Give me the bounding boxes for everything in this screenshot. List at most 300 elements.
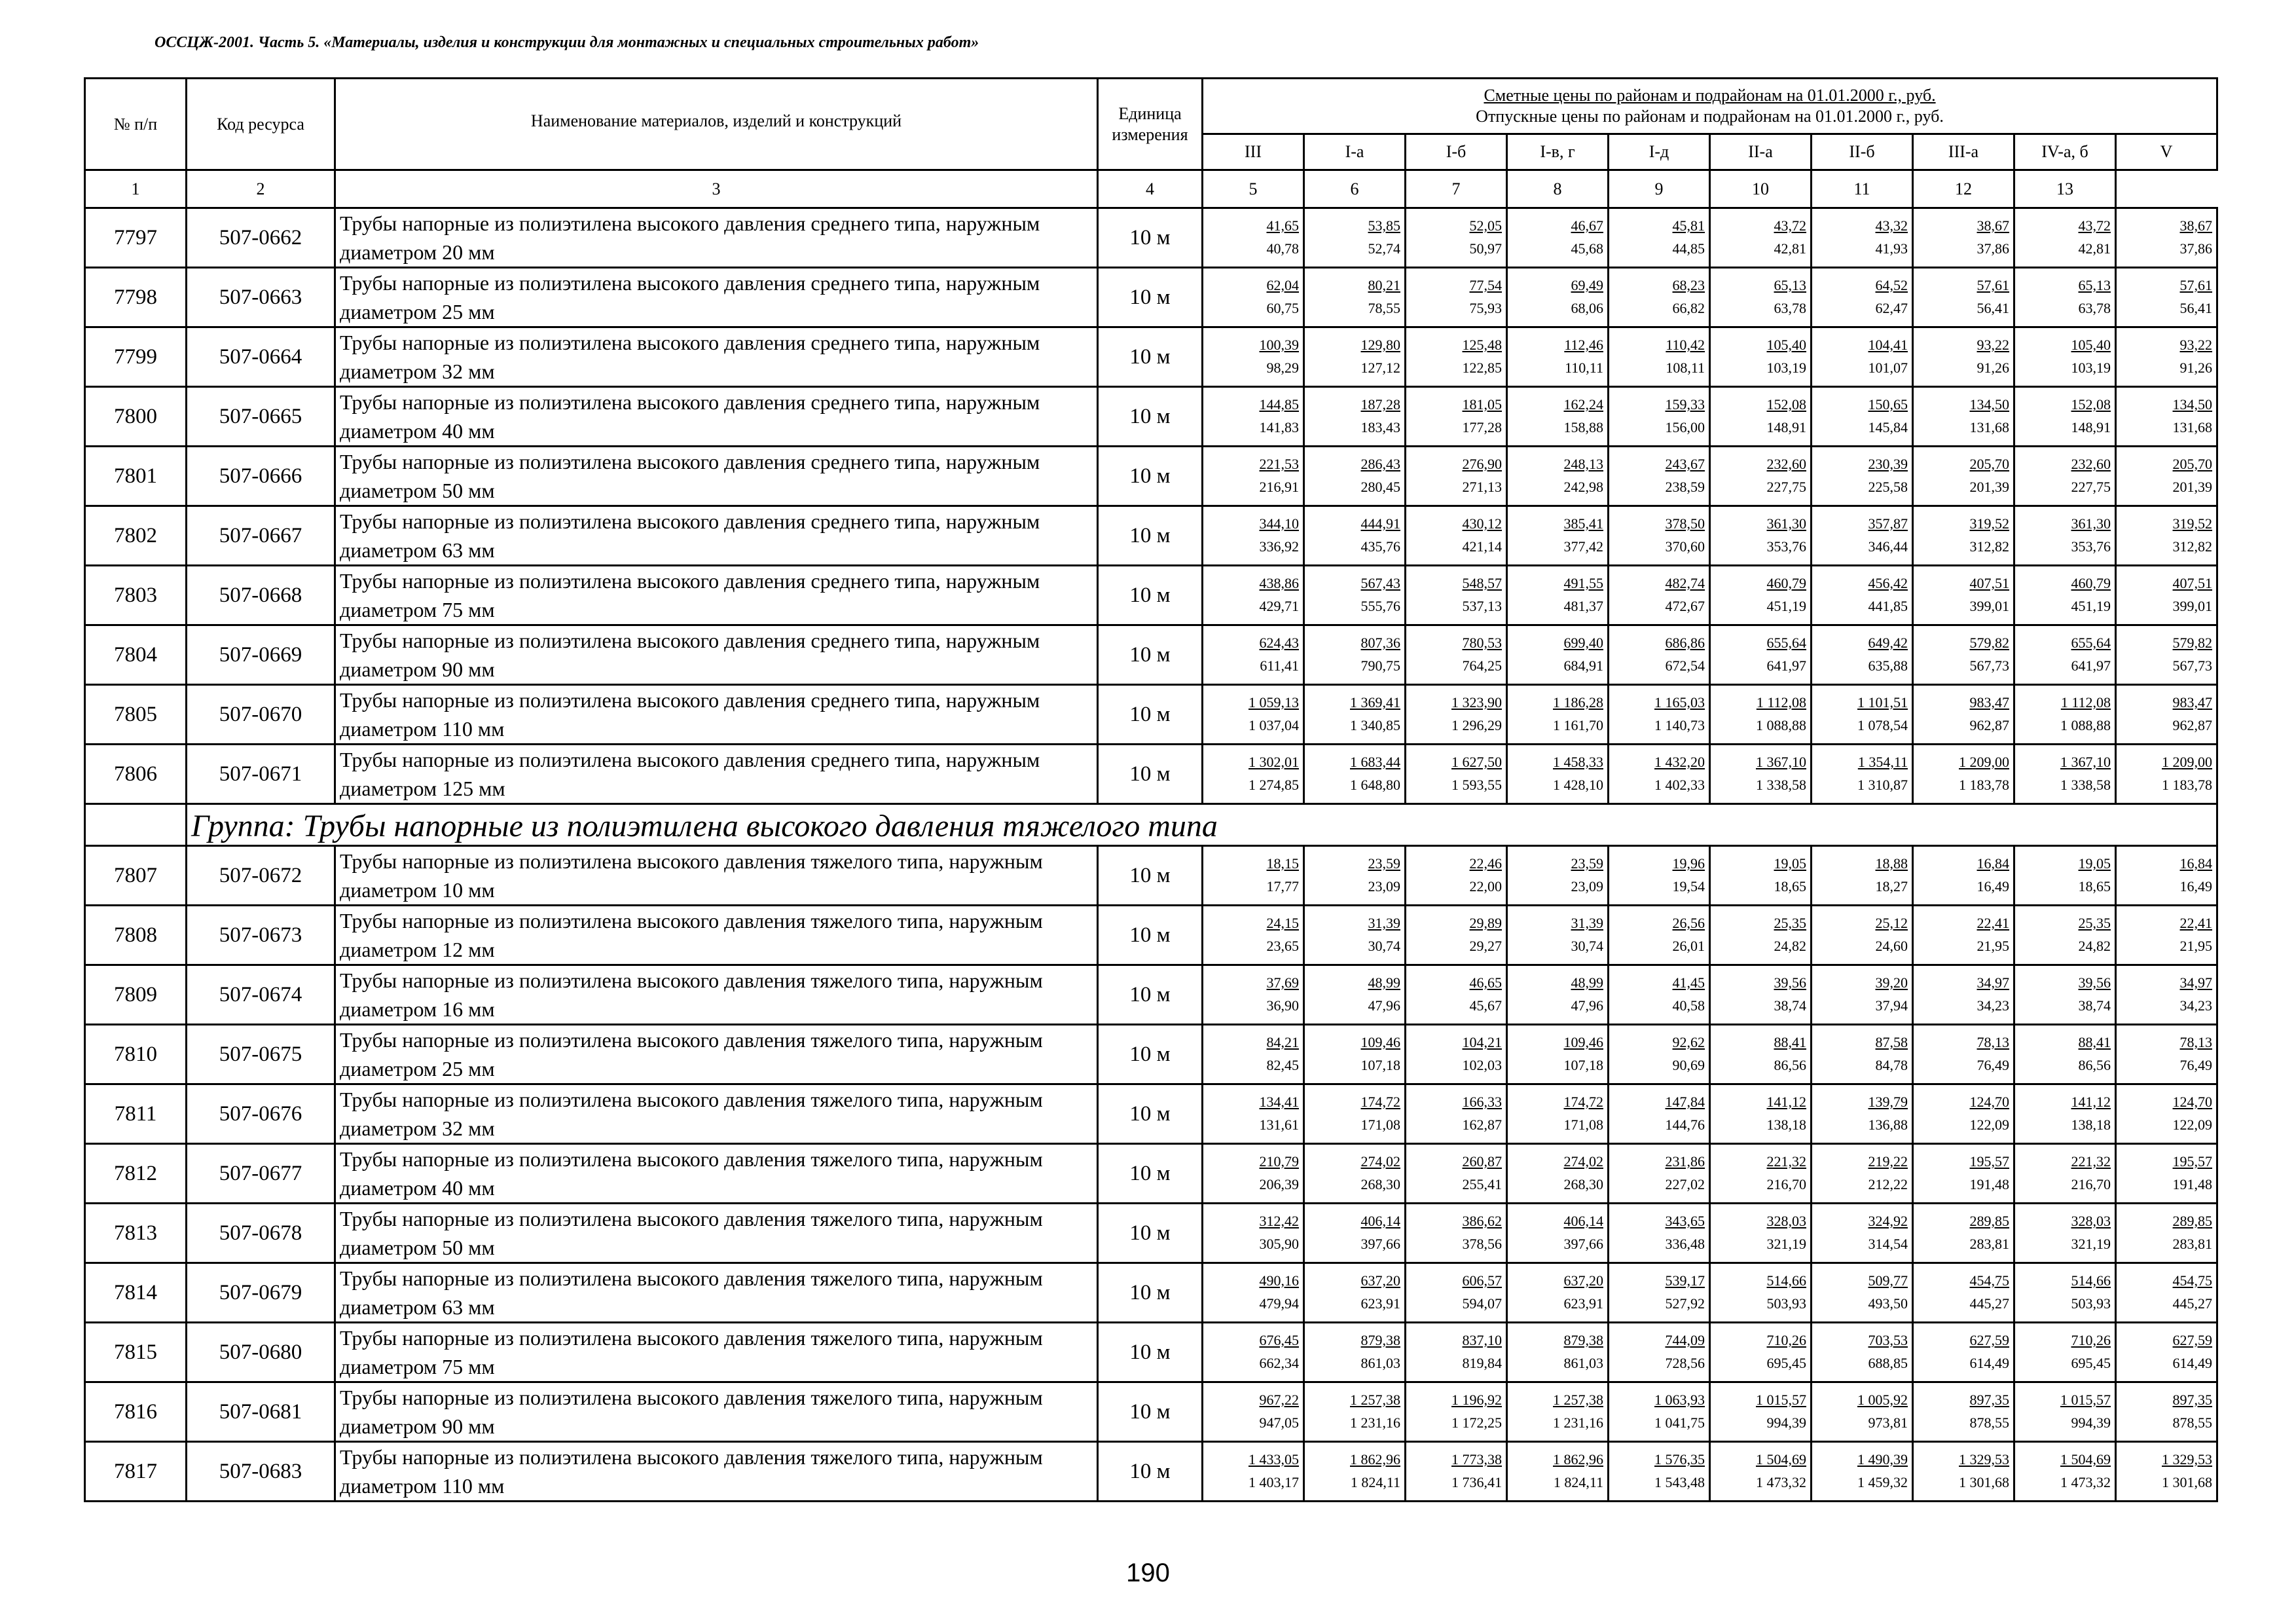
estimate-price [1508, 692, 1603, 714]
row-number: 7798 [85, 268, 187, 327]
row-number: 7808 [85, 906, 187, 965]
release-price: 45,68 [1571, 240, 1603, 257]
resource-code: 507-0669 [187, 625, 335, 685]
price-cell [1812, 906, 1913, 965]
estimate-price-value: 627,59 [1969, 1332, 2009, 1348]
release-price: 56,41 [1977, 300, 2009, 316]
column-number: 6 [1304, 170, 1406, 208]
table-row [85, 268, 2217, 327]
release-price: 238,59 [1665, 479, 1705, 495]
estimate-price-value: 93,22 [2179, 337, 2213, 353]
release-price: 378,56 [1462, 1236, 1502, 1252]
estimate-price-value: 39,20 [1875, 974, 1908, 991]
estimate-price-value: 41,45 [1672, 974, 1705, 991]
table-row [85, 1084, 2217, 1144]
estimate-price-value: 221,32 [1766, 1153, 1806, 1170]
estimate-price [1609, 1210, 1705, 1232]
price-cell [1913, 1144, 2014, 1204]
release-price: 82,45 [1266, 1057, 1299, 1073]
table-row [85, 685, 2217, 745]
price-cell [2014, 906, 2116, 965]
release-price: 108,11 [1666, 360, 1705, 376]
price-cell [2014, 1323, 2116, 1382]
material-name: Трубы напорные из полиэтилена высокого давления среднего типа, наружным диаметром 63 мм [335, 506, 1098, 566]
price-cell [1304, 965, 1406, 1025]
estimate-price-value: 16,84 [2179, 855, 2213, 872]
release-price: 1 301,68 [1959, 1474, 2009, 1490]
price-cell [1304, 447, 1406, 506]
release-price: 63,78 [1774, 300, 1806, 316]
price-cell [1609, 566, 1710, 625]
price-cell [1812, 1084, 1913, 1144]
release-price: 1 088,88 [1756, 717, 1806, 733]
unit-cell: 10 м [1098, 1382, 1203, 1442]
price-cell [1812, 1382, 1913, 1442]
row-number: 7800 [85, 387, 187, 447]
estimate-price-value: 43,72 [2078, 217, 2111, 234]
row-number: 7813 [85, 1204, 187, 1263]
estimate-price-value: 24,15 [1266, 915, 1299, 931]
price-cell [1406, 566, 1507, 625]
header-code: Код ресурса [187, 79, 335, 170]
table-row [85, 1025, 2217, 1084]
price-cell [1304, 566, 1406, 625]
estimate-price-value: 46,67 [1571, 217, 1603, 234]
material-name: Трубы напорные из полиэтилена высокого давления среднего типа, наружным диаметром 40 мм [335, 387, 1098, 447]
price-cell [1304, 1144, 1406, 1204]
estimate-price [1508, 215, 1603, 237]
estimate-price-value: 230,39 [1868, 456, 1908, 472]
release-price: 122,09 [1969, 1116, 2009, 1133]
estimate-price-value: 41,65 [1266, 217, 1299, 234]
estimate-price [1812, 572, 1908, 595]
estimate-price-value: 897,35 [1969, 1392, 2009, 1408]
estimate-price [1305, 1091, 1400, 1113]
estimate-price-value: 837,10 [1462, 1332, 1502, 1348]
estimate-price [1812, 632, 1908, 654]
estimate-price [1406, 453, 1502, 475]
estimate-price-value: 231,86 [1665, 1153, 1705, 1170]
estimate-price-value: 25,35 [2078, 915, 2111, 931]
estimate-price-value: 454,75 [2172, 1272, 2213, 1289]
estimate-price-value: 328,03 [1766, 1213, 1806, 1229]
estimate-price [1609, 632, 1705, 654]
release-price: 421,14 [1462, 538, 1502, 555]
estimate-price [1406, 513, 1502, 535]
price-cell [1203, 745, 1304, 804]
estimate-price [1203, 572, 1299, 595]
price-cell [2014, 1084, 2116, 1144]
estimate-price-value: 18,88 [1875, 855, 1908, 872]
region-header: II-а [1710, 134, 1812, 170]
release-price: 321,19 [1766, 1236, 1806, 1252]
document-title: ОССЦЖ-2001. Часть 5. «Материалы, изделия и конструкции для монтажных и специальных строительных работ» [155, 34, 979, 51]
price-cell [1507, 1442, 1609, 1502]
release-price: 377,42 [1563, 538, 1603, 555]
estimate-price [1203, 274, 1299, 297]
estimate-price [2015, 751, 2111, 773]
material-name: Трубы напорные из полиэтилена высокого давления тяжелого типа, наружным диаметром 10 мм [335, 846, 1098, 906]
release-price: 216,70 [1766, 1176, 1806, 1192]
estimate-price [2015, 1031, 2111, 1054]
estimate-price [1609, 1151, 1705, 1173]
release-price: 91,26 [1977, 360, 2009, 376]
release-price: 962,87 [1969, 717, 2009, 733]
unit-cell: 10 м [1098, 1025, 1203, 1084]
price-cell [2116, 327, 2217, 387]
release-price: 555,76 [1360, 598, 1400, 614]
estimate-price [1203, 1210, 1299, 1232]
price-cell [2116, 1323, 2217, 1382]
release-price: 1 593,55 [1451, 777, 1502, 793]
price-cell [1203, 685, 1304, 745]
price-cell [1913, 268, 2014, 327]
estimate-price-value: 221,53 [1259, 456, 1299, 472]
price-cell [2014, 566, 2116, 625]
release-price: 1 310,87 [1857, 777, 1908, 793]
price-cell [1609, 625, 1710, 685]
unit-cell: 10 м [1098, 268, 1203, 327]
release-price: 18,65 [2078, 878, 2111, 895]
estimate-price [1305, 1031, 1400, 1054]
price-cell [1812, 846, 1913, 906]
estimate-price-value: 22,41 [2179, 915, 2213, 931]
release-price: 41,93 [1875, 240, 1908, 257]
estimate-price-value: 579,82 [2172, 635, 2213, 651]
material-name: Трубы напорные из полиэтилена высокого давления тяжелого типа, наружным диаметром 110 мм [335, 1442, 1098, 1502]
release-price: 614,49 [2172, 1355, 2213, 1371]
estimate-price [1406, 334, 1502, 356]
estimate-price-value: 205,70 [1969, 456, 2009, 472]
price-cell [1812, 685, 1913, 745]
material-name: Трубы напорные из полиэтилена высокого давления среднего типа, наружным диаметром 90 мм [335, 625, 1098, 685]
release-price: 861,03 [1360, 1355, 1400, 1371]
release-price: 283,81 [1969, 1236, 2009, 1252]
estimate-price [2015, 1329, 2111, 1352]
release-price: 144,76 [1665, 1116, 1705, 1133]
row-number: 7809 [85, 965, 187, 1025]
price-cell [1812, 327, 1913, 387]
estimate-price [1406, 572, 1502, 595]
group-title: Группа: Трубы напорные из полиэтилена высокого давления тяжелого типа [187, 804, 2217, 846]
estimate-price [1609, 513, 1705, 535]
estimate-price [2117, 1449, 2212, 1471]
release-price: 37,86 [1977, 240, 2009, 257]
estimate-price-value: 676,45 [1259, 1332, 1299, 1348]
release-price: 98,29 [1266, 360, 1299, 376]
row-number: 7810 [85, 1025, 187, 1084]
release-price: 451,19 [2071, 598, 2111, 614]
estimate-price [1812, 1091, 1908, 1113]
release-price: 68,06 [1571, 300, 1603, 316]
estimate-price [1711, 274, 1806, 297]
estimate-price [1508, 1270, 1603, 1292]
estimate-price-value: 1 504,69 [1756, 1451, 1806, 1467]
estimate-price-value: 124,70 [1969, 1094, 2009, 1110]
estimate-price-value: 25,12 [1875, 915, 1908, 931]
release-price: 50,97 [1469, 240, 1502, 257]
estimate-price-value: 19,96 [1672, 855, 1705, 872]
release-price: 242,98 [1563, 479, 1603, 495]
estimate-price [1406, 751, 1502, 773]
price-cell [1304, 208, 1406, 268]
release-price: 45,67 [1469, 997, 1502, 1014]
estimate-price [1812, 912, 1908, 934]
column-number: 5 [1203, 170, 1304, 208]
release-price: 728,56 [1665, 1355, 1705, 1371]
release-price: 29,27 [1469, 938, 1502, 954]
release-price: 60,75 [1266, 300, 1299, 316]
estimate-price-value: 162,24 [1563, 396, 1603, 413]
release-price: 1 037,04 [1248, 717, 1299, 733]
header-unit: Единица измерения [1098, 79, 1203, 170]
estimate-price [1914, 1389, 2009, 1411]
estimate-price [1305, 1270, 1400, 1292]
resource-code: 507-0681 [187, 1382, 335, 1442]
estimate-price-value: 430,12 [1462, 515, 1502, 532]
table-row [85, 745, 2217, 804]
release-price: 336,92 [1259, 538, 1299, 555]
table-row [85, 1204, 2217, 1263]
estimate-price [1711, 751, 1806, 773]
estimate-price [1406, 1449, 1502, 1471]
release-price: 305,90 [1259, 1236, 1299, 1252]
price-cell [2014, 208, 2116, 268]
price-cell [1203, 506, 1304, 566]
release-price: 107,18 [1360, 1057, 1400, 1073]
price-cell [1203, 327, 1304, 387]
release-price: 503,93 [1766, 1295, 1806, 1312]
price-cell [2014, 1025, 2116, 1084]
estimate-price-value: 1 627,50 [1451, 754, 1502, 770]
price-cell [1609, 1263, 1710, 1323]
price-cell [1609, 745, 1710, 804]
estimate-price-value: 39,56 [1774, 974, 1806, 991]
estimate-price-value: 57,61 [2179, 277, 2213, 293]
release-price: 78,55 [1368, 300, 1400, 316]
estimate-price [1711, 453, 1806, 475]
estimate-price [1914, 394, 2009, 416]
estimate-price-value: 100,39 [1259, 337, 1299, 353]
estimate-price [2117, 453, 2212, 475]
column-number: 10 [1710, 170, 1812, 208]
estimate-price [1305, 632, 1400, 654]
table-row [85, 208, 2217, 268]
table-row [85, 327, 2217, 387]
price-cell [1406, 268, 1507, 327]
price-cell [1507, 846, 1609, 906]
estimate-price-value: 34,97 [2179, 974, 2213, 991]
estimate-price-value: 38,67 [2179, 217, 2213, 234]
release-price: 37,86 [2179, 240, 2213, 257]
estimate-price-value: 1 432,20 [1654, 754, 1705, 770]
estimate-price-value: 195,57 [2172, 1153, 2213, 1170]
price-cell [2116, 1204, 2217, 1263]
unit-cell: 10 м [1098, 1084, 1203, 1144]
estimate-price [1914, 453, 2009, 475]
release-price: 1 338,58 [2060, 777, 2111, 793]
estimate-price-value: 1 683,44 [1350, 754, 1400, 770]
estimate-price-value: 1 773,38 [1451, 1451, 1502, 1467]
row-number: 7812 [85, 1144, 187, 1204]
price-cell [1304, 745, 1406, 804]
estimate-price [2015, 853, 2111, 875]
release-price: 227,02 [1665, 1176, 1705, 1192]
estimate-price [1711, 692, 1806, 714]
estimate-price [1609, 572, 1705, 595]
price-cell [1609, 965, 1710, 1025]
estimate-price [1305, 572, 1400, 595]
estimate-price [1508, 453, 1603, 475]
row-number: 7801 [85, 447, 187, 506]
estimate-price-value: 232,60 [1766, 456, 1806, 472]
estimate-price [1812, 1270, 1908, 1292]
estimate-price-value: 1 005,92 [1857, 1392, 1908, 1408]
estimate-price [1711, 912, 1806, 934]
table-row [85, 1382, 2217, 1442]
estimate-price-value: 147,84 [1665, 1094, 1705, 1110]
estimate-price [1711, 513, 1806, 535]
resource-code: 507-0668 [187, 566, 335, 625]
release-price: 66,82 [1672, 300, 1705, 316]
price-cell [1507, 1084, 1609, 1144]
table-row [85, 1263, 2217, 1323]
price-cell [1913, 1382, 2014, 1442]
estimate-price-value: 289,85 [2172, 1213, 2213, 1229]
estimate-price-value: 110,42 [1666, 337, 1705, 353]
estimate-price [1305, 1151, 1400, 1173]
estimate-price-value: 357,87 [1868, 515, 1908, 532]
header-prices-release: Отпускные цены по районам и подрайонам на 01.01.2000 г., руб. [1476, 107, 1944, 126]
estimate-price-value: 1 059,13 [1248, 694, 1299, 710]
estimate-price [1812, 453, 1908, 475]
price-cell [1812, 566, 1913, 625]
estimate-price-value: 703,53 [1868, 1332, 1908, 1348]
column-number: 4 [1098, 170, 1203, 208]
estimate-price-value: 88,41 [1774, 1034, 1806, 1050]
estimate-price [1609, 334, 1705, 356]
release-price: 225,58 [1868, 479, 1908, 495]
estimate-price-value: 174,72 [1563, 1094, 1603, 1110]
release-price: 30,74 [1368, 938, 1400, 954]
price-cell [1507, 685, 1609, 745]
estimate-price [1508, 912, 1603, 934]
estimate-price [1609, 1449, 1705, 1471]
release-price: 1 078,54 [1857, 717, 1908, 733]
estimate-price [1305, 1329, 1400, 1352]
release-price: 26,01 [1672, 938, 1705, 954]
estimate-price [1406, 972, 1502, 994]
price-cell [2014, 327, 2116, 387]
price-cell [1913, 447, 2014, 506]
estimate-price [1609, 1031, 1705, 1054]
estimate-price [1812, 1210, 1908, 1232]
estimate-price-value: 150,65 [1868, 396, 1908, 413]
estimate-price-value: 655,64 [1766, 635, 1806, 651]
estimate-price-value: 46,65 [1469, 974, 1502, 991]
estimate-price-value: 39,56 [2078, 974, 2111, 991]
release-price: 1 140,73 [1654, 717, 1705, 733]
price-cell [1812, 447, 1913, 506]
estimate-price-value: 548,57 [1462, 575, 1502, 591]
estimate-price [1711, 394, 1806, 416]
estimate-price-value: 1 063,93 [1654, 1392, 1705, 1408]
estimate-price-value: 460,79 [2071, 575, 2111, 591]
estimate-price [1305, 274, 1400, 297]
estimate-price [2015, 274, 2111, 297]
estimate-price-value: 1 490,39 [1857, 1451, 1908, 1467]
estimate-price-value: 460,79 [1766, 575, 1806, 591]
estimate-price [1406, 692, 1502, 714]
price-cell [1406, 965, 1507, 1025]
release-price: 878,55 [2172, 1414, 2213, 1431]
estimate-price [1609, 1329, 1705, 1352]
estimate-price [1203, 632, 1299, 654]
release-price: 1 736,41 [1451, 1474, 1502, 1490]
price-cell [2116, 745, 2217, 804]
estimate-price [1609, 751, 1705, 773]
estimate-price-value: 1 354,11 [1857, 754, 1908, 770]
estimate-price [1406, 215, 1502, 237]
release-price: 16,49 [2179, 878, 2213, 895]
price-cell [2116, 447, 2217, 506]
estimate-price [1812, 215, 1908, 237]
estimate-price [1812, 334, 1908, 356]
release-price: 861,03 [1563, 1355, 1603, 1371]
table-body [85, 79, 2217, 1502]
release-price: 201,39 [2172, 479, 2213, 495]
price-cell [1507, 745, 1609, 804]
price-cell [2014, 965, 2116, 1025]
release-price: 435,76 [1360, 538, 1400, 555]
estimate-price [1812, 1329, 1908, 1352]
price-cell [1304, 268, 1406, 327]
price-cell [1609, 685, 1710, 745]
estimate-price [1203, 1151, 1299, 1173]
release-price: 312,82 [2172, 538, 2213, 555]
estimate-price-value: 219,22 [1868, 1153, 1908, 1170]
release-price: 314,54 [1868, 1236, 1908, 1252]
unit-cell: 10 м [1098, 1263, 1203, 1323]
estimate-price [1203, 513, 1299, 535]
price-cell [1609, 906, 1710, 965]
estimate-price [1203, 853, 1299, 875]
price-cell [1710, 745, 1812, 804]
price-cell [1913, 1084, 2014, 1144]
release-price: 131,68 [1969, 419, 2009, 435]
price-cell [1406, 1025, 1507, 1084]
price-cell [1507, 906, 1609, 965]
estimate-price [1203, 215, 1299, 237]
estimate-price [1406, 632, 1502, 654]
release-price: 171,08 [1563, 1116, 1603, 1133]
estimate-price [1305, 394, 1400, 416]
price-cell [1609, 846, 1710, 906]
estimate-price [2015, 1449, 2111, 1471]
estimate-price [1812, 513, 1908, 535]
row-number: 7804 [85, 625, 187, 685]
estimate-price-value: 65,13 [1774, 277, 1806, 293]
estimate-price [1406, 1389, 1502, 1411]
price-cell [1913, 1263, 2014, 1323]
release-price: 216,70 [2071, 1176, 2111, 1192]
price-cell [1710, 1144, 1812, 1204]
price-cell [1812, 1025, 1913, 1084]
estimate-price [1609, 274, 1705, 297]
estimate-price [1406, 1329, 1502, 1352]
estimate-price [1508, 1210, 1603, 1232]
release-price: 635,88 [1868, 657, 1908, 674]
